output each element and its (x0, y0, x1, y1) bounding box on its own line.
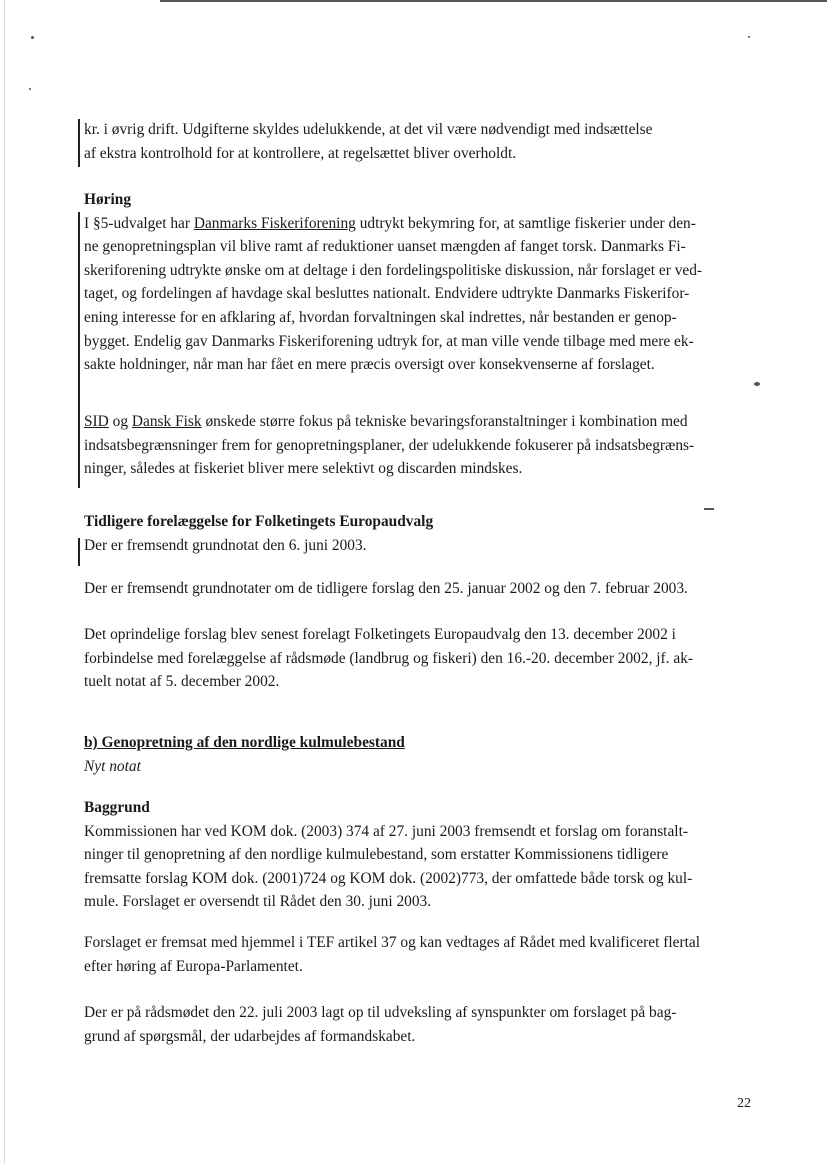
text-line: ninger, således at fiskeriet bliver mere selektivt og discarden mindskes. (84, 460, 523, 478)
text-line: Kommissionen har ved KOM dok. (2003) 374 af 27. juni 2003 fremsendt et forslag om foranstalt- (84, 822, 688, 840)
text-line: Der er fremsendt grundnotater om de tidligere forslag den 25. januar 2002 og den 7. februar 2003. (84, 580, 688, 597)
page-number: 22 (737, 1096, 751, 1111)
hoering-paragraph-2 (84, 410, 752, 481)
text-line: ninger til genopretning af den nordlige kulmulebestand, som erstatter Kommissionens tidligere (84, 846, 669, 864)
text-line: Forslaget er fremsat med hjemmel i TEF artikel 37 og kan vedtages af Rådet med kvalificeret flertal (84, 934, 700, 951)
text-line: mule. Forslaget er oversendt til Rådet den 30. juni 2003. (84, 893, 432, 911)
scan-speck (754, 382, 760, 386)
text-line: skeriforening udtrykte ønske om at deltage i den fordelingspolitiske diskussion, når forslaget er ved- (84, 261, 703, 279)
tidligere-heading: Tidligere forelæggelse for Folketingets Europaudvalg (84, 513, 434, 530)
text-line: fremsatte forslag KOM dok. (2001)724 og KOM dok. (2002)773, der omfattede både torsk og kul- (84, 869, 693, 887)
text-line: Der er fremsendt grundnotat den 6. juni 2003. (84, 536, 367, 554)
text-line: Der er på rådsmødet den 22. juli 2003 lagt op til udveksling af synspunkter om forslaget på bag- (84, 1004, 677, 1021)
scan-speck (29, 88, 31, 90)
revision-bar (78, 212, 80, 488)
scan-speck (748, 36, 750, 38)
sid-link: SID (84, 413, 109, 430)
hoering-section (84, 188, 752, 377)
danmarks-fiskeriforening-link: Danmarks Fiskeriforening (193, 214, 356, 232)
text-line: af ekstra kontrolhold for at kontrollere, at regelsættet bliver overholdt. (84, 144, 517, 162)
text-line: indsatsbegrænsninger frem for genopretningsplaner, der udelukkende fokuserer på indsatsbegræns- (84, 436, 695, 454)
text-line: sakte holdninger, når man har fået en mere præcis oversigt over konsekvenserne af forslaget. (84, 356, 655, 374)
hoering-heading: Høring (84, 191, 132, 208)
baggrund-section (84, 796, 752, 914)
text-fragment: I §5-udvalget har (84, 214, 194, 232)
text-line: tuelt notat af 5. december 2002. (84, 673, 280, 691)
section-b-subtitle: Nyt notat (84, 757, 141, 775)
baggrund-paragraph-3 (84, 1001, 752, 1048)
revision-bar (78, 119, 80, 167)
text-line: efter høring af Europa-Parlamentet. (84, 957, 303, 975)
top-scan-edge (160, 0, 827, 2)
section-b-heading: b) Genopretning af den nordlige kulmulebestand (84, 734, 405, 751)
text-line: forbindelse med forelæggelse af rådsmøde (landbrug og fiskeri) den 16.-20. december 2002, jf. ak- (84, 649, 694, 667)
text-fragment: ønskede større fokus på tekniske bevaringsforanstaltninger i kombination med (201, 413, 688, 430)
text-fragment: og (108, 413, 132, 430)
dansk-fisk-link: Dansk Fisk (131, 413, 202, 430)
revision-bar (78, 538, 80, 566)
text-line: Det oprindelige forslag blev senest forelagt Folketingets Europaudvalg den 13. december 2002 i (84, 626, 676, 643)
scan-speck (31, 36, 34, 39)
tidligere-paragraph-3 (84, 623, 752, 694)
text-line: grund af spørgsmål, der udarbejdes af formandskabet. (84, 1027, 416, 1045)
left-scan-edge (4, 0, 5, 1163)
text-line: bygget. Endelig gav Danmarks Fiskeriforening udtryk for, at man ville vende tilbage med mere ek- (84, 332, 694, 350)
text-line: kr. i øvrig drift. Udgifterne skyldes udelukkende, at det vil være nødvendigt med indsættelse (84, 121, 653, 138)
text-line: taget, og fordelingen af havdage skal besluttes nationalt. Endvidere udtrykte Danmarks Fiskerifor- (84, 285, 690, 303)
text-line: ne genopretningsplan vil blive ramt af reduktioner uanset mængden af fanget torsk. Danmarks Fi- (84, 238, 686, 256)
text-fragment: udtrykt bekymring for, at samtlige fiskerier under den- (355, 214, 696, 232)
tidligere-paragraph-2 (84, 577, 752, 601)
hoering-paragraph-1 (84, 212, 752, 377)
baggrund-paragraph-2 (84, 931, 752, 978)
baggrund-heading: Baggrund (84, 799, 150, 816)
tidligere-section (84, 510, 752, 557)
text-line: ening interesse for en afklaring af, hvordan forvaltningen skal indrettes, når bestanden er genop- (84, 308, 677, 326)
section-b (84, 731, 752, 778)
intro-paragraph (84, 118, 752, 165)
